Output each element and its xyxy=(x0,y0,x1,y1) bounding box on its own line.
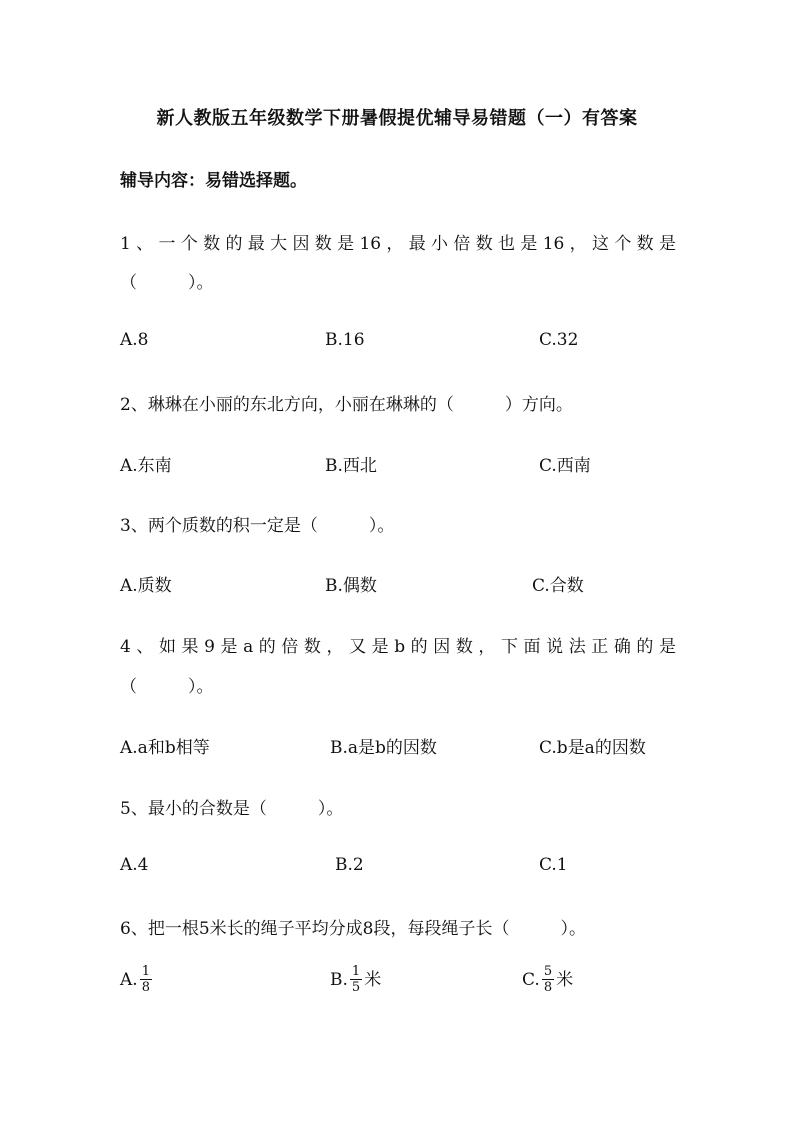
question-6-option-c xyxy=(522,965,573,996)
question-4-option-a: A.a和b相等 xyxy=(120,738,210,758)
question-4-option-c: C.b是a的因数 xyxy=(539,738,646,758)
question-5-option-a: A.4 xyxy=(120,855,149,875)
question-3-option-b: B.偶数 xyxy=(325,576,377,596)
question-6-option-b xyxy=(330,965,381,996)
option-unit: 米 xyxy=(556,970,574,990)
question-4-option-b: B.a是b的因数 xyxy=(330,738,437,758)
fraction xyxy=(350,964,362,995)
fraction-denominator: 8 xyxy=(543,980,553,995)
question-1-blank: （ ）。 xyxy=(120,273,214,293)
question-2-text: 2、琳琳在小丽的东北方向，小丽在琳琳的（ ）方向。 xyxy=(120,395,573,415)
question-5-option-c: C.1 xyxy=(539,855,568,875)
fraction-denominator: 8 xyxy=(141,980,150,995)
option-letter: C. xyxy=(522,970,540,990)
question-4-blank: （ ）。 xyxy=(120,677,214,697)
question-3-text: 3、两个质数的积一定是（ ）。 xyxy=(120,516,395,536)
option-letter: A. xyxy=(120,970,138,990)
question-4-text: 4、如果9是a的倍数，又是b的因数，下面说法正确的是 xyxy=(120,637,676,657)
section-heading: 辅导内容：易错选择题。 xyxy=(120,171,307,191)
question-2-option-c: C.西南 xyxy=(539,456,591,476)
fraction xyxy=(140,964,152,995)
question-1-option-c: C.32 xyxy=(539,330,579,350)
fraction-denominator: 5 xyxy=(351,980,361,995)
question-1-option-b: B.16 xyxy=(325,330,365,350)
question-5-option-b: B.2 xyxy=(335,855,364,875)
option-unit: 米 xyxy=(364,970,382,990)
question-5-text: 5、最小的合数是（ ）。 xyxy=(120,799,344,819)
document-title: 新人教版五年级数学下册暑假提优辅导易错题（一）有答案 xyxy=(156,108,638,129)
question-6-option-a xyxy=(120,965,154,996)
question-6-text: 6、把一根5米长的绳子平均分成8段，每段绳子长（ ）。 xyxy=(120,919,586,939)
question-3-option-a: A.质数 xyxy=(120,576,172,596)
fraction-numerator: 1 xyxy=(141,964,150,979)
fraction-numerator: 1 xyxy=(351,964,361,979)
question-3-option-c: C.合数 xyxy=(532,576,584,596)
question-1-text: 1、一个数的最大因数是16，最小倍数也是16，这个数是 xyxy=(120,234,676,254)
option-letter: B. xyxy=(330,970,348,990)
fraction xyxy=(542,964,554,995)
question-1-option-a: A.8 xyxy=(120,330,149,350)
question-2-option-b: B.西北 xyxy=(325,456,377,476)
fraction-numerator: 5 xyxy=(543,964,553,979)
question-2-option-a: A.东南 xyxy=(120,456,172,476)
